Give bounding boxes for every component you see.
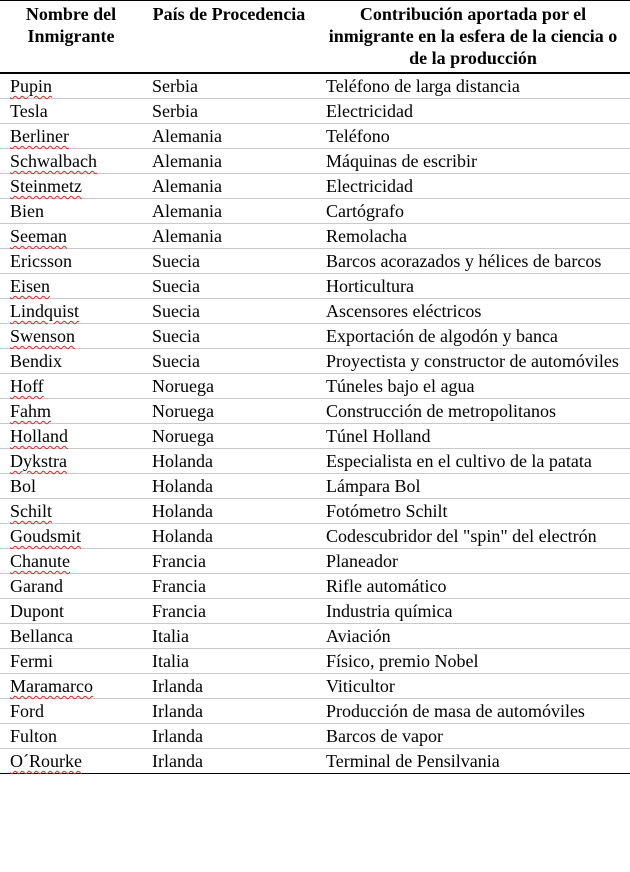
cell-contribution-text: Codescubridor del "spin" del electrón xyxy=(326,526,597,546)
table-row xyxy=(0,199,630,224)
cell-contribution xyxy=(316,524,630,549)
cell-name-text: Eisen xyxy=(10,276,50,296)
cell-contribution xyxy=(316,149,630,174)
table-row xyxy=(0,374,630,399)
cell-country-text: Suecia xyxy=(152,276,200,296)
cell-country-text: Serbia xyxy=(152,76,198,96)
cell-country-text: Suecia xyxy=(152,326,200,346)
cell-contribution xyxy=(316,324,630,349)
cell-contribution-text: Cartógrafo xyxy=(326,201,404,221)
cell-name-text: Maramarco xyxy=(10,676,93,696)
cell-country-text: Noruega xyxy=(152,376,214,396)
cell-country xyxy=(142,124,316,149)
cell-contribution-text: Producción de masa de automóviles xyxy=(326,701,585,721)
cell-name xyxy=(0,499,142,524)
cell-name-text: Swenson xyxy=(10,326,76,346)
table-row xyxy=(0,73,630,99)
cell-contribution-text: Físico, premio Nobel xyxy=(326,651,479,671)
table-row xyxy=(0,749,630,774)
cell-country-text: Alemania xyxy=(152,201,222,221)
cell-country xyxy=(142,149,316,174)
cell-name-text: Fulton xyxy=(10,726,58,746)
header-country: País de Procedencia xyxy=(142,1,316,74)
cell-contribution-text: Proyectista y constructor de automóviles xyxy=(326,351,619,371)
cell-name-text: Bol xyxy=(10,476,37,496)
cell-name-text: Bien xyxy=(10,201,44,221)
cell-name-text: O´Rourke xyxy=(10,751,82,771)
cell-contribution xyxy=(316,599,630,624)
table-row xyxy=(0,174,630,199)
table-row xyxy=(0,124,630,149)
cell-contribution xyxy=(316,574,630,599)
cell-contribution-text: Barcos de vapor xyxy=(326,726,443,746)
table-row xyxy=(0,624,630,649)
cell-name-text: Hoff xyxy=(10,376,44,396)
cell-name xyxy=(0,724,142,749)
cell-name-text: Schilt xyxy=(10,501,53,521)
cell-contribution xyxy=(316,549,630,574)
cell-name xyxy=(0,449,142,474)
cell-name-text: Steinmetz xyxy=(10,176,82,196)
cell-contribution-text: Terminal de Pensilvania xyxy=(326,751,500,771)
cell-country-text: Francia xyxy=(152,601,206,621)
cell-name-text: Fermi xyxy=(10,651,53,671)
cell-country-text: Noruega xyxy=(152,401,214,421)
cell-name-text: Bellanca xyxy=(10,626,73,646)
cell-contribution xyxy=(316,399,630,424)
cell-name-text: Schwalbach xyxy=(10,151,97,171)
cell-contribution xyxy=(316,624,630,649)
cell-name xyxy=(0,699,142,724)
cell-contribution-text: Teléfono de larga distancia xyxy=(326,76,520,96)
cell-name-text: Dykstra xyxy=(10,451,67,471)
table-row xyxy=(0,449,630,474)
cell-country xyxy=(142,399,316,424)
cell-contribution-text: Rifle automático xyxy=(326,576,447,596)
cell-country-text: Alemania xyxy=(152,176,222,196)
cell-contribution xyxy=(316,674,630,699)
cell-contribution xyxy=(316,174,630,199)
cell-name xyxy=(0,424,142,449)
cell-country xyxy=(142,224,316,249)
cell-contribution-text: Electricidad xyxy=(326,101,413,121)
cell-name xyxy=(0,649,142,674)
cell-name-text: Fahm xyxy=(10,401,52,421)
cell-country-text: Suecia xyxy=(152,251,200,271)
cell-country-text: Suecia xyxy=(152,351,200,371)
cell-contribution xyxy=(316,449,630,474)
cell-name xyxy=(0,299,142,324)
cell-name xyxy=(0,274,142,299)
cell-contribution xyxy=(316,199,630,224)
cell-name-text: Lindquist xyxy=(10,301,80,321)
table-row xyxy=(0,574,630,599)
header-row xyxy=(0,1,630,74)
cell-contribution xyxy=(316,374,630,399)
cell-country-text: Alemania xyxy=(152,151,222,171)
table-row xyxy=(0,99,630,124)
cell-contribution-text: Lámpara Bol xyxy=(326,476,421,496)
cell-contribution-text: Industria química xyxy=(326,601,453,621)
cell-contribution-text: Aviación xyxy=(326,626,391,646)
table-row xyxy=(0,724,630,749)
cell-country-text: Serbia xyxy=(152,101,198,121)
cell-name-text: Tesla xyxy=(10,101,48,121)
cell-country-text: Alemania xyxy=(152,226,222,246)
cell-country-text: Italia xyxy=(152,626,189,646)
cell-contribution xyxy=(316,73,630,99)
table-row xyxy=(0,224,630,249)
table-row xyxy=(0,299,630,324)
cell-name-text: Berliner xyxy=(10,126,69,146)
cell-name-text: Bendix xyxy=(10,351,62,371)
cell-contribution xyxy=(316,749,630,774)
table-row xyxy=(0,349,630,374)
table-row xyxy=(0,599,630,624)
cell-name-text: Ford xyxy=(10,701,45,721)
cell-country xyxy=(142,199,316,224)
cell-name xyxy=(0,149,142,174)
cell-name-text: Ericsson xyxy=(10,251,72,271)
cell-name xyxy=(0,549,142,574)
cell-contribution xyxy=(316,124,630,149)
table-header xyxy=(0,1,630,74)
cell-country xyxy=(142,699,316,724)
cell-contribution-text: Teléfono xyxy=(326,126,390,146)
table-row xyxy=(0,674,630,699)
cell-name xyxy=(0,574,142,599)
cell-contribution-text: Planeador xyxy=(326,551,398,571)
cell-name-text: Garand xyxy=(10,576,63,596)
cell-country xyxy=(142,99,316,124)
cell-contribution-text: Fotómetro Schilt xyxy=(326,501,448,521)
cell-name-text: Dupont xyxy=(10,601,64,621)
cell-country xyxy=(142,599,316,624)
cell-country xyxy=(142,499,316,524)
cell-name xyxy=(0,73,142,99)
cell-country xyxy=(142,449,316,474)
cell-contribution xyxy=(316,349,630,374)
cell-country xyxy=(142,524,316,549)
cell-contribution-text: Horticultura xyxy=(326,276,414,296)
cell-name-text: Chanute xyxy=(10,551,70,571)
cell-country xyxy=(142,249,316,274)
cell-country xyxy=(142,349,316,374)
cell-name xyxy=(0,124,142,149)
cell-country-text: Alemania xyxy=(152,126,222,146)
cell-contribution xyxy=(316,299,630,324)
table-row xyxy=(0,549,630,574)
cell-name-text: Seeman xyxy=(10,226,67,246)
cell-name xyxy=(0,674,142,699)
cell-country xyxy=(142,624,316,649)
cell-country xyxy=(142,324,316,349)
cell-name xyxy=(0,174,142,199)
table-row xyxy=(0,249,630,274)
cell-name xyxy=(0,749,142,774)
cell-contribution-text: Túnel Holland xyxy=(326,426,431,446)
cell-country-text: Holanda xyxy=(152,501,213,521)
cell-country xyxy=(142,274,316,299)
cell-contribution-text: Máquinas de escribir xyxy=(326,151,477,171)
cell-country-text: Irlanda xyxy=(152,726,203,746)
cell-contribution xyxy=(316,499,630,524)
table-row xyxy=(0,324,630,349)
cell-country xyxy=(142,749,316,774)
table-row xyxy=(0,424,630,449)
cell-country-text: Noruega xyxy=(152,426,214,446)
table-row xyxy=(0,699,630,724)
cell-contribution-text: Remolacha xyxy=(326,226,407,246)
cell-contribution-text: Especialista en el cultivo de la patata xyxy=(326,451,592,471)
cell-name-text: Pupin xyxy=(10,76,53,96)
cell-country-text: Holanda xyxy=(152,451,213,471)
cell-name-text: Holland xyxy=(10,426,68,446)
cell-country xyxy=(142,299,316,324)
table-row xyxy=(0,149,630,174)
cell-name xyxy=(0,524,142,549)
cell-contribution xyxy=(316,249,630,274)
cell-contribution-text: Construcción de metropolitanos xyxy=(326,401,556,421)
cell-contribution-text: Electricidad xyxy=(326,176,413,196)
cell-name xyxy=(0,249,142,274)
cell-country xyxy=(142,649,316,674)
cell-name xyxy=(0,99,142,124)
cell-name xyxy=(0,474,142,499)
cell-contribution xyxy=(316,474,630,499)
table-row xyxy=(0,524,630,549)
cell-contribution xyxy=(316,699,630,724)
cell-country-text: Holanda xyxy=(152,476,213,496)
table-row xyxy=(0,649,630,674)
table-row xyxy=(0,274,630,299)
cell-name xyxy=(0,399,142,424)
table-body xyxy=(0,73,630,774)
cell-name xyxy=(0,349,142,374)
cell-country-text: Italia xyxy=(152,651,189,671)
table-row xyxy=(0,474,630,499)
cell-country xyxy=(142,174,316,199)
cell-country xyxy=(142,724,316,749)
cell-name xyxy=(0,324,142,349)
table-row xyxy=(0,499,630,524)
cell-contribution-text: Barcos acorazados y hélices de barcos xyxy=(326,251,602,271)
cell-country-text: Irlanda xyxy=(152,676,203,696)
cell-country xyxy=(142,474,316,499)
cell-country-text: Irlanda xyxy=(152,701,203,721)
cell-country-text: Francia xyxy=(152,551,206,571)
cell-name xyxy=(0,374,142,399)
cell-contribution xyxy=(316,424,630,449)
cell-country xyxy=(142,549,316,574)
cell-contribution xyxy=(316,649,630,674)
cell-country-text: Irlanda xyxy=(152,751,203,771)
cell-contribution-text: Viticultor xyxy=(326,676,395,696)
cell-contribution-text: Ascensores eléctricos xyxy=(326,301,482,321)
cell-country xyxy=(142,674,316,699)
header-contribution: Contribución aportada por el inmigrante en la esfera de la ciencia o de la producción xyxy=(316,1,630,74)
cell-name-text: Goudsmit xyxy=(10,526,82,546)
header-name: Nombre del Inmigrante xyxy=(0,1,142,74)
table-row xyxy=(0,399,630,424)
cell-country xyxy=(142,73,316,99)
cell-name xyxy=(0,599,142,624)
cell-contribution-text: Exportación de algodón y banca xyxy=(326,326,558,346)
cell-contribution-text: Túneles bajo el agua xyxy=(326,376,475,396)
cell-country xyxy=(142,574,316,599)
cell-country-text: Suecia xyxy=(152,301,200,321)
cell-country xyxy=(142,374,316,399)
cell-name xyxy=(0,624,142,649)
cell-contribution xyxy=(316,724,630,749)
cell-country-text: Holanda xyxy=(152,526,213,546)
cell-contribution xyxy=(316,99,630,124)
cell-contribution xyxy=(316,224,630,249)
cell-name xyxy=(0,199,142,224)
cell-name xyxy=(0,224,142,249)
cell-country-text: Francia xyxy=(152,576,206,596)
cell-contribution xyxy=(316,274,630,299)
cell-country xyxy=(142,424,316,449)
